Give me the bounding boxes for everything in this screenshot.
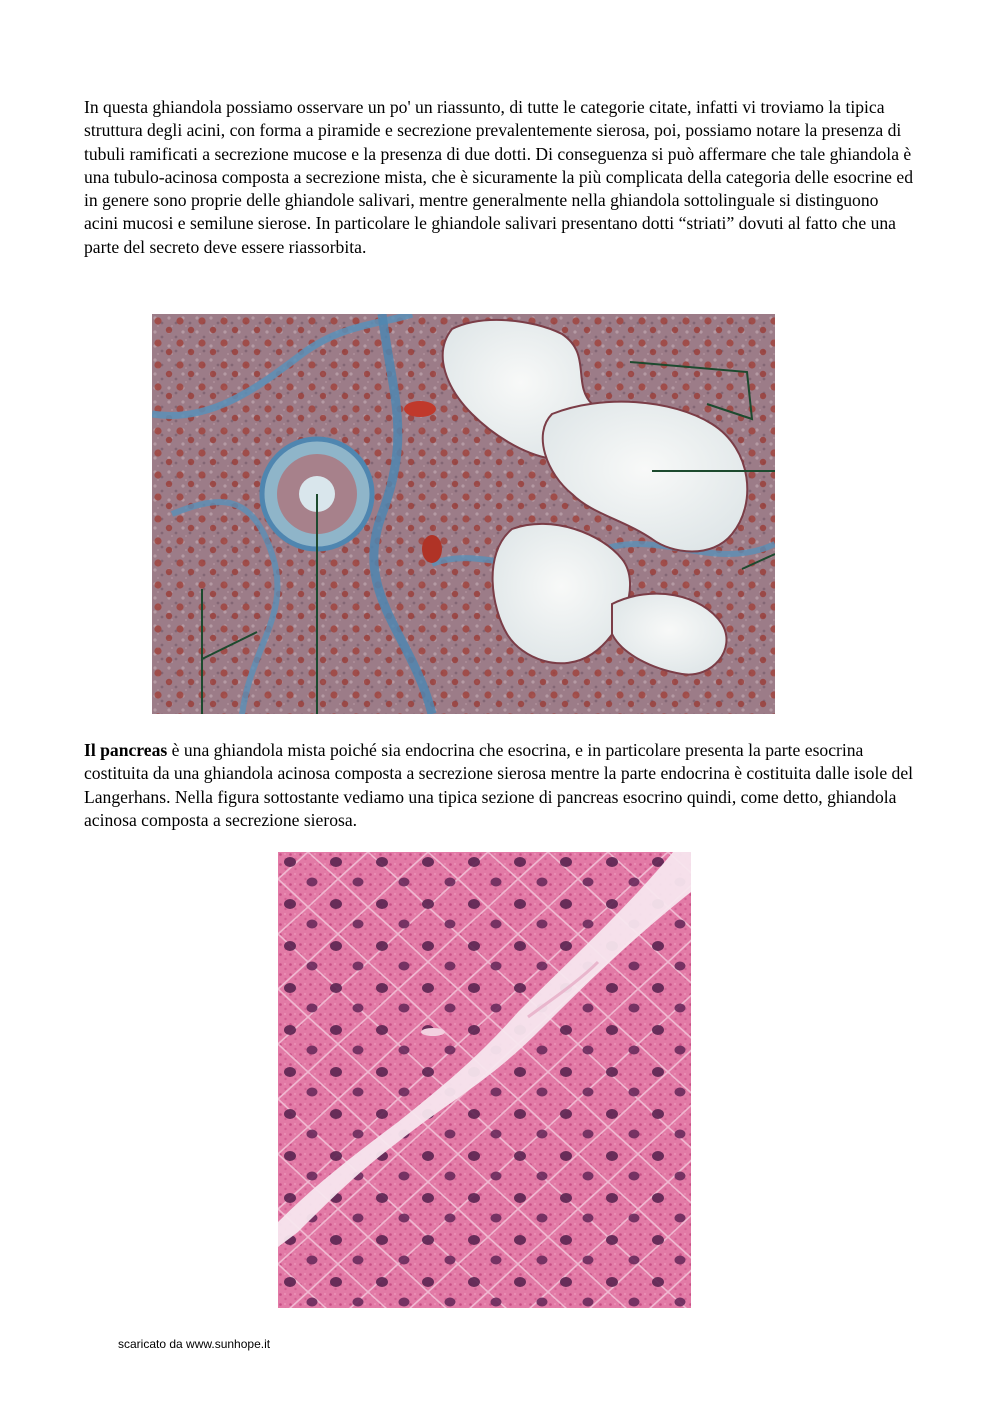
pancreas-term: Il pancreas [84, 740, 168, 760]
micrograph-salivary-gland-image [152, 314, 775, 714]
micrograph-exocrine-pancreas [278, 852, 691, 1308]
pancreas-description: è una ghiandola mista poiché sia endocrina che esocrina, e in particolare presenta la parte esocrina costituita da una ghiandola acinosa composta a secrezione sierosa mentre la parte endocrina è costituita dalle isole del Langerhans. Nella figura sottostante vediamo una tipica sezione di pancreas esocrino quindi, come detto, ghiandola acinosa composta a secrezione sierosa. [84, 740, 914, 830]
footer-source: scaricato da www.sunhope.it [118, 1337, 271, 1351]
paragraph-pancreas [84, 739, 916, 832]
micrograph-exocrine-pancreas-image [278, 852, 691, 1308]
paragraph-mixed-gland: In questa ghiandola possiamo osservare un po' un riassunto, di tutte le categorie citate, infatti vi troviamo la tipica struttura degli acini, con forma a piramide e secrezione prevalentemente sierosa, poi, possiamo notare la presenza di tubuli ramificati a secrezione mucose e la presenza di due dotti. Di conseguenza si può affermare che tale ghiandola è una tubulo-acinosa composta a secrezione mista, che è sicuramente la più complicata della categoria delle esocrine ed in genere sono proprie delle ghiandole salivari, mentre generalmente nella ghiandola sottolinguale si distinguono acini mucosi e semilune sierose. In particolare le ghiandole salivari presentano dotti “striati” dovuti al fatto che una parte del secreto deve essere riassorbita. [84, 97, 913, 257]
micrograph-salivary-gland [152, 314, 775, 714]
